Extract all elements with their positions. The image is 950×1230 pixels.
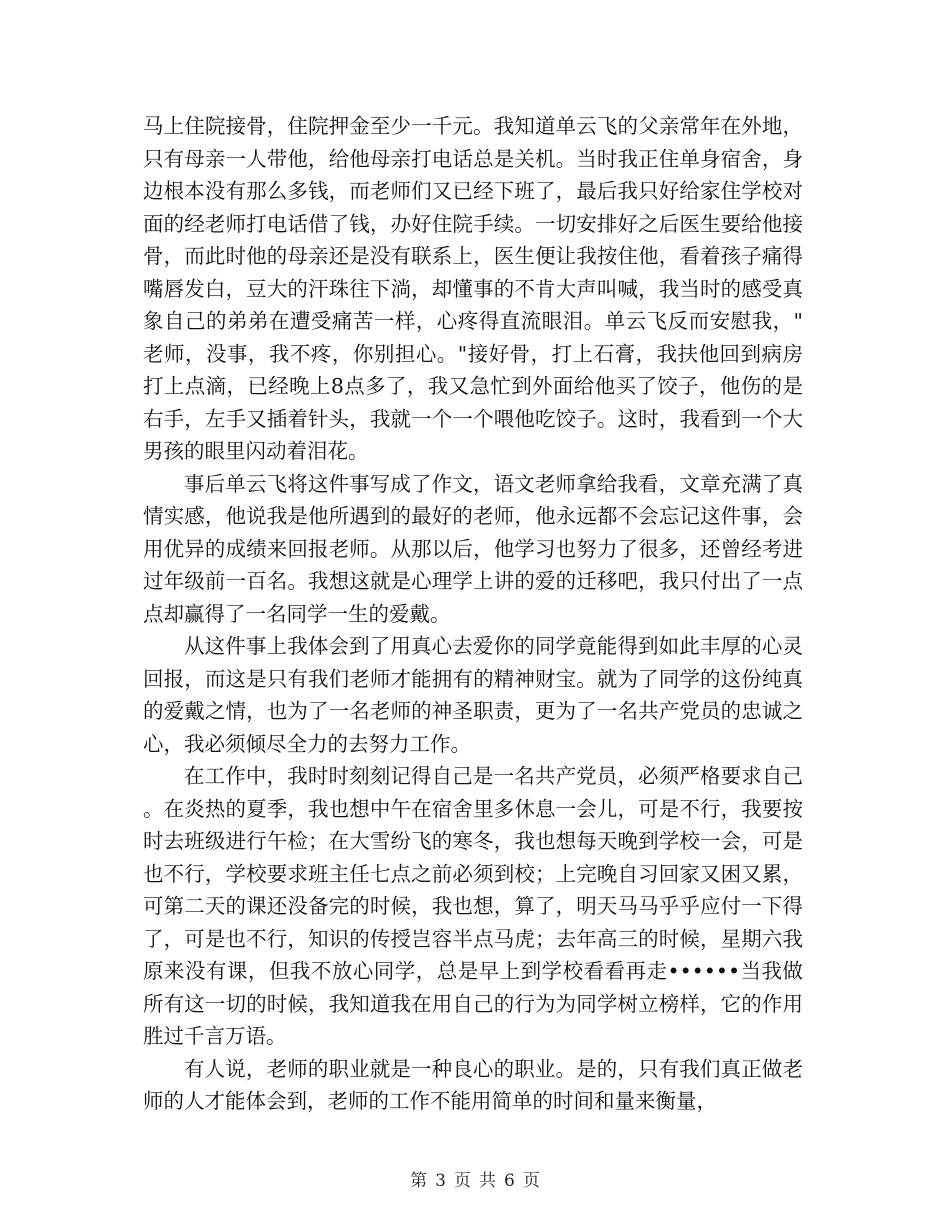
page-footer: [0, 1170, 950, 1192]
footer-prefix: 第: [410, 1171, 428, 1191]
paragraph-3: 从这件事上我体会到了用真心去爱你的同学竟能得到如此丰厚的心灵回报，而这是只有我们老师才能拥有的精神财宝。就为了同学的这份纯真的爱戴之情，也为了一名老师的神圣职责，更为了一名共产党员的忠诚之心，我必须倾尽全力的去努力工作。: [143, 634, 803, 756]
paragraph-4: 在工作中，我时时刻刻记得自己是一名共产党员，必须严格要求自己。在炎热的夏季，我也想中午在宿舍里多休息一会儿，可是不行，我要按时去班级进行午检；在大雪纷飞的寒冬，我也想每天晚到学校一会，可是也不行，学校要求班主任七点之前必须到校；上完晚自习回家又困又累，可第二天的课还没备完的时候，我也想，算了，明天马马乎乎应付一下得了，可是也不行，知识的传授岂容半点马虎；去年高三的时候，星期六我原来没有课，但我不放心同学，总是早上到学校看看再走••••••当我做所有这一切的时候，我知道我在用自己的行为为同学树立榜样，它的作用胜过千言万语。: [143, 764, 803, 1048]
footer-total-label: 共: [479, 1171, 496, 1191]
footer-current-page: 3: [435, 1171, 446, 1191]
document-body: [143, 110, 803, 1118]
footer-page-label: 页: [454, 1171, 471, 1191]
footer-suffix: 页: [522, 1171, 540, 1191]
footer-total-pages: 6: [504, 1171, 515, 1191]
paragraph-5: 有人说，老师的职业就是一种良心的职业。是的，只有我们真正做老师的人才能体会到，老师的工作不能用简单的时间和量来衡量，: [143, 1056, 803, 1113]
paragraph-1: 马上住院接骨，住院押金至少一千元。我知道单云飞的父亲常年在外地，只有母亲一人带他，给他母亲打电话总是关机。当时我正住单身宿舍，身边根本没有那么多钱，而老师们又已经下班了，最后我只好给家住学校对面的经老师打电话借了钱，办好住院手续。一切安排好之后医生要给他接骨，而此时他的母亲还是没有联系上，医生便让我按住他，看着孩子痛得嘴唇发白，豆大的汗珠往下淌，却懂事的不肯大声叫喊，我当时的感受真象自己的弟弟在遭受痛苦一样，心疼得直流眼泪。单云飞反而安慰我，"老师，没事，我不疼，你别担心。"接好骨，打上石膏，我扶他回到病房打上点滴，已经晚上8点多了，我又急忙到外面给他买了饺子，他伤的是右手，左手又插着针头，我就一个一个喂他吃饺子。这时，我看到一个大男孩的眼里闪动着泪花。: [143, 114, 803, 463]
paragraph-2: 事后单云飞将这件事写成了作文，语文老师拿给我看，文章充满了真情实感，他说我是他所遇到的最好的老师，他永远都不会忘记这件事，会用优异的成绩来回报老师。从那以后，他学习也努力了很多，还曾经考进过年级前一百名。我想这就是心理学上讲的爱的迁移吧，我只付出了一点点却赢得了一名同学一生的爱戴。: [143, 471, 803, 626]
